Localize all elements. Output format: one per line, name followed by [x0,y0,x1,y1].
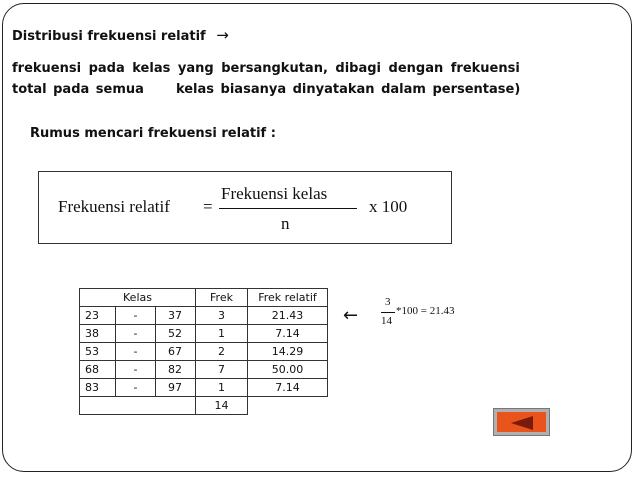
frek-cell: 7 [196,361,248,379]
calc-result: *100 = 21.43 [396,305,455,317]
previous-slide-button[interactable] [493,408,550,436]
kelas-high: 52 [156,325,196,343]
header-frek: Frek [196,289,248,307]
kelas-low: 53 [80,343,116,361]
table-row [80,361,328,379]
table-row [80,307,328,325]
frek-relatif-cell: 21.43 [248,307,328,325]
calc-fraction-bar [381,312,395,313]
table-header-row [80,289,328,307]
formula-equals: = [203,197,213,216]
kelas-dash: - [116,325,156,343]
kelas-low: 38 [80,325,116,343]
frek-cell: 3 [196,307,248,325]
formula-denominator: n [281,214,290,233]
formula-fraction-bar [219,208,357,209]
kelas-high: 82 [156,361,196,379]
table-total-row [80,397,328,415]
title-text: Distribusi frekuensi relatif [12,29,206,44]
table-row [80,325,328,343]
table-row [80,379,328,397]
formula-box [38,171,452,244]
kelas-low: 83 [80,379,116,397]
header-kelas: Kelas [80,289,196,307]
formula-lhs: Frekuensi relatif [58,197,170,216]
kelas-high: 97 [156,379,196,397]
frek-total: 14 [196,397,248,415]
kelas-high: 37 [156,307,196,325]
frek-relatif-cell: 7.14 [248,325,328,343]
left-arrow-icon: ← [343,305,359,326]
frek-relatif-cell: 14.29 [248,343,328,361]
formula-numerator: Frekuensi kelas [221,184,328,203]
table-row [80,343,328,361]
definition-line-2-start: total pada semua [12,82,144,97]
calc-numerator: 3 [385,296,391,308]
right-arrow-icon: → [216,26,229,44]
total-spacer [80,397,196,415]
calc-denominator: 14 [381,315,392,327]
frequency-table [79,288,328,415]
frek-cell: 1 [196,325,248,343]
frek-cell: 2 [196,343,248,361]
kelas-high: 67 [156,343,196,361]
header-frek-relatif: Frek relatif [248,289,328,307]
kelas-dash: - [116,379,156,397]
slide-title [12,26,229,44]
kelas-dash: - [116,343,156,361]
definition-line-2 [12,79,622,100]
frek-cell: 1 [196,379,248,397]
formula-heading: Rumus mencari frekuensi relatif : [30,126,276,141]
back-triangle-icon [510,415,534,431]
definition-text [12,58,622,100]
kelas-dash: - [116,307,156,325]
kelas-dash: - [116,361,156,379]
kelas-low: 23 [80,307,116,325]
frek-relatif-cell: 50.00 [248,361,328,379]
frek-relatif-cell: 7.14 [248,379,328,397]
total-empty [248,397,328,415]
definition-line-1: frekuensi pada kelas yang bersangkutan, dibagi dengan frekuensi [12,61,520,76]
definition-line-2-end: kelas biasanya dinyatakan dalam persentase) [175,82,521,97]
kelas-low: 68 [80,361,116,379]
formula-multiplier: x 100 [369,197,408,216]
